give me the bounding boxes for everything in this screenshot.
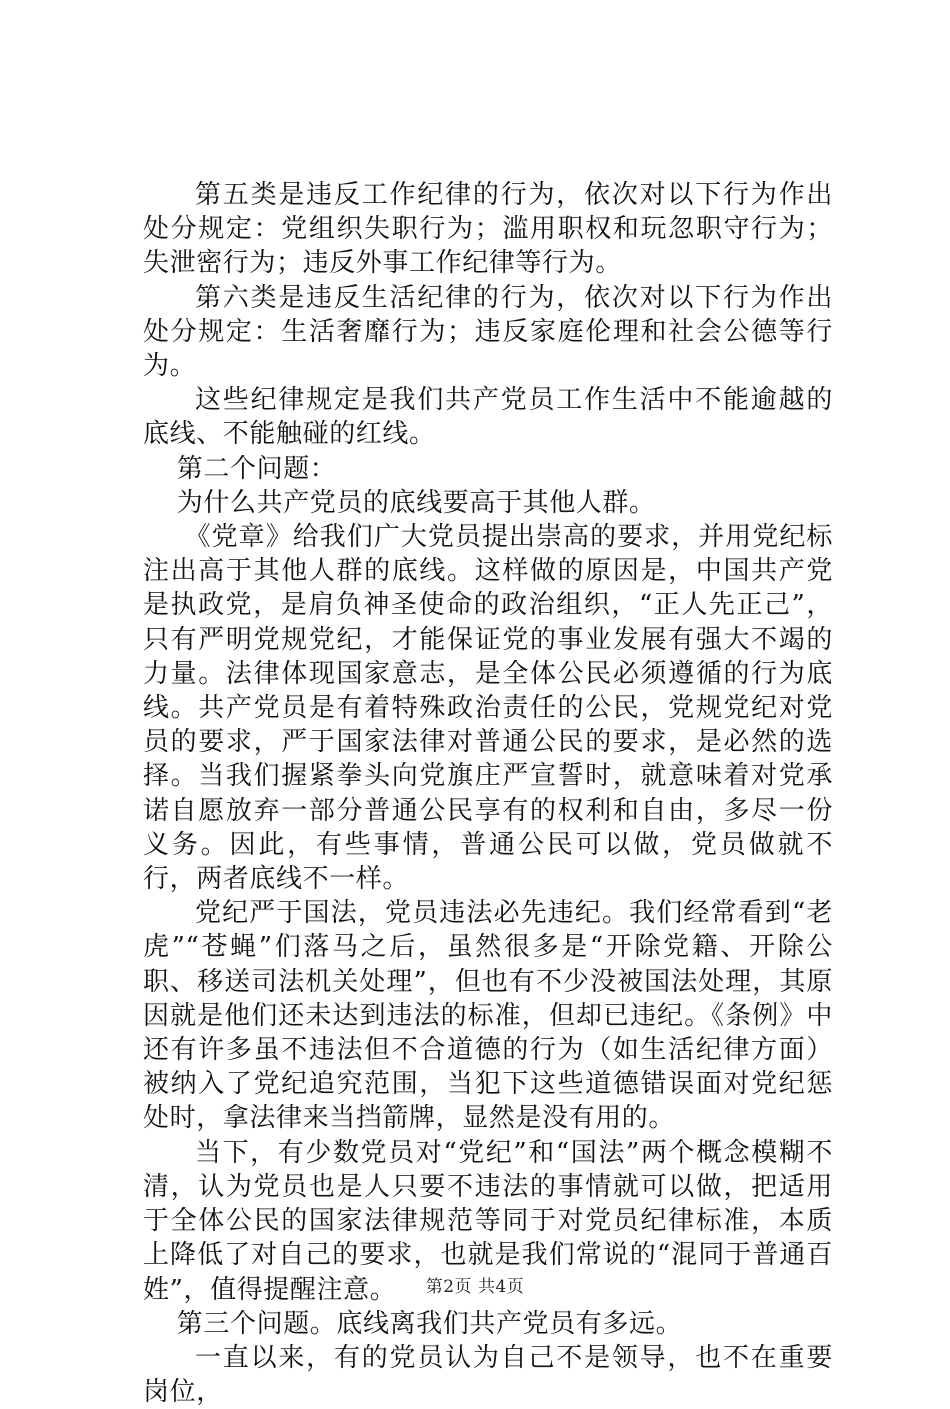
page-number-footer: 第2页 共4页: [425, 1277, 525, 1297]
section-heading-second-question: 第二个问题：: [176, 453, 337, 484]
document-body: [143, 178, 833, 1409]
paragraph-discipline-stricter-than-law: 党纪严于国法，党员违法必先违纪。我们经常看到“老虎”“苍蝇”们落马之后，虽然很多是“开除党籍、开除公职、移送司法机关处理”，但也有不少没被国法处理，其原因就是他们还未达到违法的标准，但却已违纪。《条例》中还有许多虽不违法但不合道德的行为（如生活纪律方面）被纳入了党纪追究范围，当犯下这些道德错误面对党纪惩处时，拿法律来当挡箭牌，显然是没有用的。: [143, 898, 833, 1134]
paragraph-life-discipline: 第六类是违反生活纪律的行为，依次对以下行为作出处分规定：生活奢靡行为；违反家庭伦理和社会公德等行为。: [143, 282, 833, 382]
paragraph-work-discipline: 第五类是违反工作纪律的行为，依次对以下行为作出处分规定：党组织失职行为；滥用职权和玩忽职守行为；失泄密行为；违反外事工作纪律等行为。: [143, 180, 833, 279]
paragraph-some-members: 一直以来，有的党员认为自己不是领导，也不在重要岗位，: [143, 1342, 833, 1408]
section-subtitle-why-higher: 为什么共产党员的底线要高于其他人群。: [176, 487, 656, 518]
section-heading-third-question: 第三个问题。底线离我们共产党员有多远。: [176, 1308, 683, 1339]
paragraph-bottom-line: 这些纪律规定是我们共产党员工作生活中不能逾越的底线、不能触碰的红线。: [143, 385, 833, 450]
paragraph-concept-confusion: 当下，有少数党员对“党纪”和“国法”两个概念模糊不清，认为党员也是人只要不违法的事情就可以做，把适用于全体公民的国家法律规范等同于对党员纪律标准，本质上降低了对自己的要求，也就是我们常说的“混同于普通百姓”，值得提醒注意。: [143, 1137, 833, 1305]
paragraph-party-constitution: 《党章》给我们广大党员提出崇高的要求，并用党纪标注出高于其他人群的底线。这样做的原因是，中国共产党是执政党，是肩负神圣使命的政治组织，“正人先正己”，只有严明党规党纪，才能保证党的事业发展有强大不竭的力量。法律体现国家意志，是全体公民必须遵循的行为底线。共产党员是有着特殊政治责任的公民，党规党纪对党员的要求，严于国家法律对普通公民的要求，是必然的选择。当我们握紧拳头向党旗庄严宣誓时，就意味着对党承诺自愿放弃一部分普通公民享有的权利和自由，多尽一份义务。因此，有些事情，普通公民可以做，党员做就不行，两者底线不一样。: [143, 522, 833, 895]
